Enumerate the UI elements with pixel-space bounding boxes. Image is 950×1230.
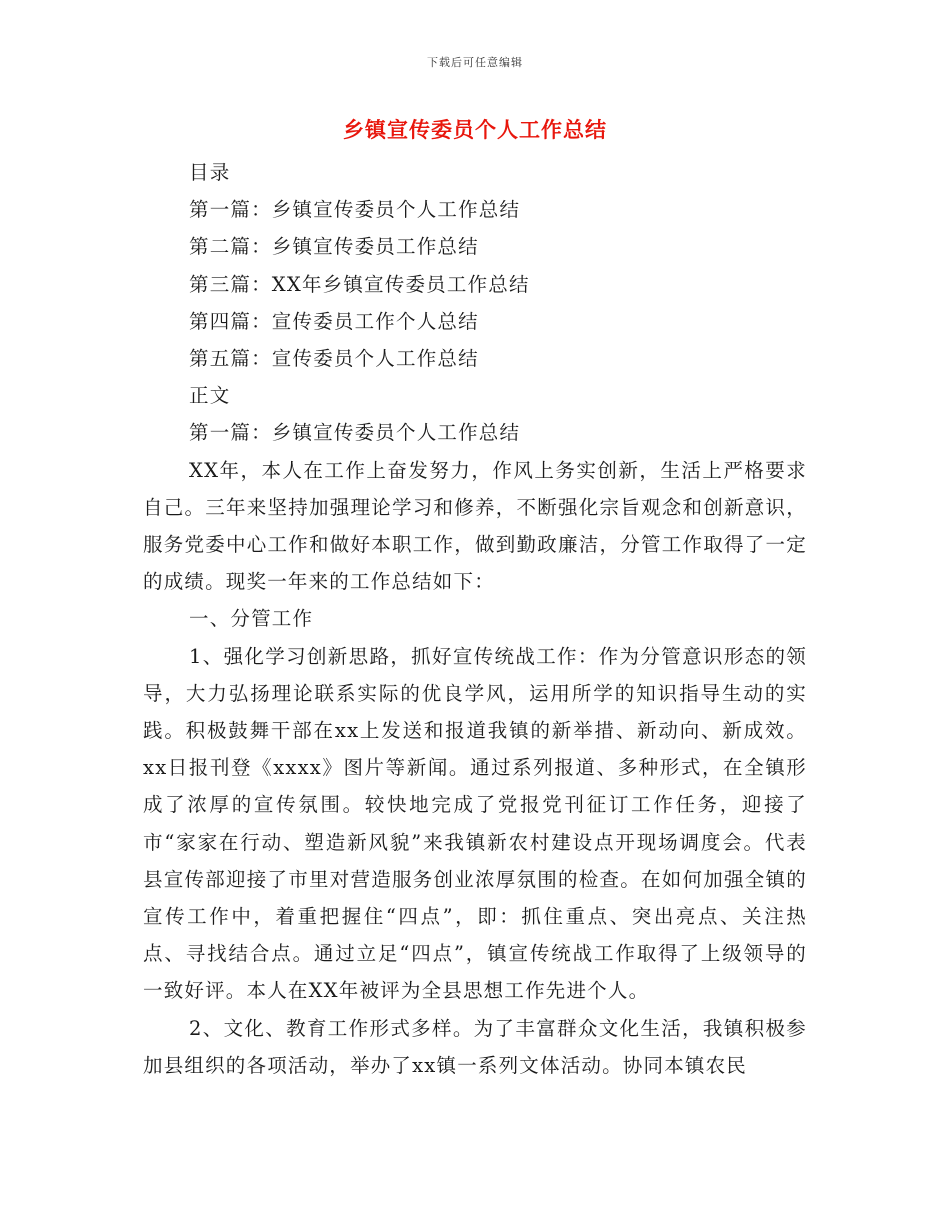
toc-item: 第二篇：乡镇宣传委员工作总结 — [189, 235, 479, 259]
section-title: 第一篇：乡镇宣传委员个人工作总结 — [189, 421, 521, 445]
toc-item: 第五篇：宣传委员个人工作总结 — [189, 347, 479, 371]
toc-item: 第四篇：宣传委员工作个人总结 — [189, 309, 479, 333]
paragraph: XX年，本人在工作上奋发努力，作风上务实创新，生活上严格要求自己。三年来坚持加强理论学习和修养，不断强化宗旨观念和创新意识，服务党委中心工作和做好本职工作，做到勤政廉洁，分管工作取得了一定的成绩。现奖一年来的工作总结如下： — [143, 458, 807, 594]
document-title: 乡镇宣传委员个人工作总结 — [343, 118, 607, 142]
body-heading: 正文 — [189, 384, 231, 408]
header-note: 下载后可任意编辑 — [427, 56, 523, 69]
document-body — [143, 154, 807, 1084]
subsection-heading: 一、分管工作 — [189, 607, 314, 631]
toc-item: 第三篇：XX年乡镇宣传委员工作总结 — [189, 272, 530, 296]
toc-item: 第一篇：乡镇宣传委员个人工作总结 — [189, 198, 521, 222]
paragraph: 2、文化、教育工作形式多样。为了丰富群众文化生活，我镇积极参加县组织的各项活动，举办了xx镇一系列文体活动。协同本镇农民 — [143, 1016, 807, 1077]
toc-heading: 目录 — [189, 161, 231, 184]
paragraph: 1、强化学习创新思路，抓好宣传统战工作：作为分管意识形态的领导，大力弘扬理论联系实际的优良学风，运用所学的知识指导生动的实践。积极鼓舞干部在xx上发送和报道我镇的新举措、新动向、新成效。xx日报刊登《xxxx》图片等新闻。通过系列报道、多种形式，在全镇形成了浓厚的宣传氛围。较快地完成了党报党刊征订工作任务，迎接了市“家家在行动、塑造新风貌”来我镇新农村建设点开现场调度会。代表县宣传部迎接了市里对营造服务创业浓厚氛围的检查。在如何加强全镇的宣传工作中，着重把握住“四点”，即：抓住重点、突出亮点、关注热点、寻找结合点。通过立足“四点”，镇宣传统战工作取得了上级领导的一致好评。本人在XX年被评为全县思想工作先进个人。 — [143, 644, 807, 1003]
